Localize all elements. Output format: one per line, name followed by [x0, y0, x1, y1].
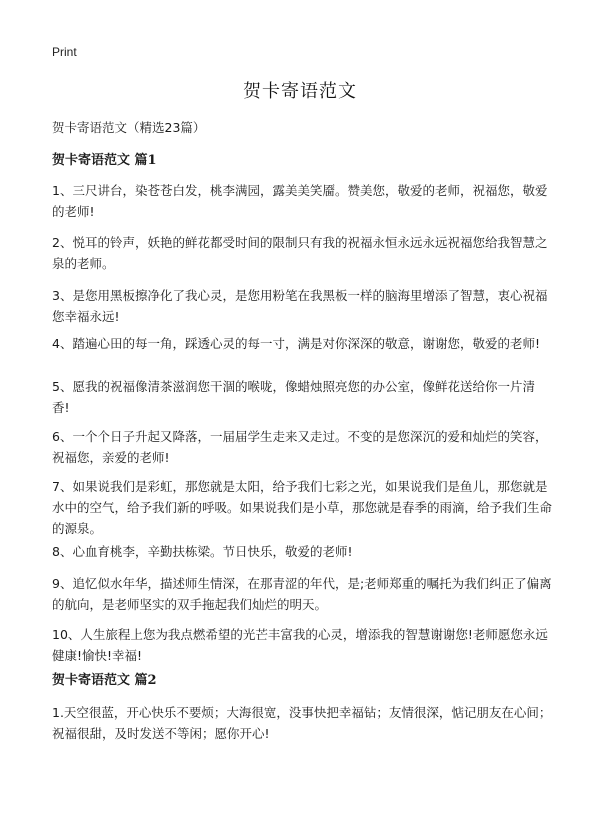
paragraph-1-4: 4、踏遍心田的每一角，踩透心灵的每一寸，满是对你深深的敬意，谢谢您，敬爱的老师! [52, 336, 540, 351]
paragraph-1-8: 8、心血育桃李，辛勤扶栋梁。节日快乐，敬爱的老师! [52, 544, 353, 559]
section-heading-2: 贺卡寄语范文 篇2 [52, 673, 157, 688]
paragraph-1-3: 3、是您用黑板擦净化了我心灵，是您用粉笔在我黑板一样的脑海里增添了智慧，衷心祝福您幸福永远! [52, 288, 548, 324]
paragraph-1-6: 6、一个个日子升起又降落，一届届学生走来又走过。不变的是您深沉的爱和灿烂的笑容，祝福您，亲爱的老师! [52, 429, 548, 465]
paragraph-1-7: 7、如果说我们是彩虹，那您就是太阳，给予我们七彩之光，如果说我们是鱼儿，那您就是水中的空气，给予我们新的呼吸。如果说我们是小草，那您就是春季的雨滴，给予我们生命的源泉。 [52, 479, 553, 536]
paragraph-1-2: 2、悦耳的铃声，妖艳的鲜花都受时间的限制只有我的祝福永恒永远永远祝福您给我智慧之泉的老师。 [52, 235, 548, 271]
paragraph-1-9: 9、追忆似水年华，描述师生情深，在那青涩的年代，是;老师郑重的嘱托为我们纠正了偏离的航向，是老师坚实的双手拖起我们灿烂的明天。 [52, 576, 552, 612]
document-subtitle: 贺卡寄语范文（精选23篇） [52, 120, 206, 135]
paragraph-1-1: 1、三尺讲台，染苍苍白发，桃李满园，露美美笑靥。赞美您，敬爱的老师，祝福您，敬爱的老师! [52, 183, 548, 219]
paragraph-1-10: 10、人生旅程上您为我点燃希望的光芒丰富我的心灵，增添我的智慧谢谢您!老师愿您永远健康!愉快!幸福! [52, 627, 548, 663]
section-heading-1: 贺卡寄语范文 篇1 [52, 153, 157, 168]
print-label: Print [52, 45, 77, 59]
paragraph-2-1: 1.天空很蓝，开心快乐不要烦；大海很宽，没事快把幸福钻；友情很深，惦记朋友在心间；祝福很甜，及时发送不等闲；愿你开心! [52, 705, 552, 741]
document-title: 贺卡寄语范文 [243, 81, 357, 102]
paragraph-1-5: 5、愿我的祝福像清茶滋润您干涸的喉咙，像蜡烛照亮您的办公室，像鲜花送给你一片清香! [52, 379, 535, 415]
